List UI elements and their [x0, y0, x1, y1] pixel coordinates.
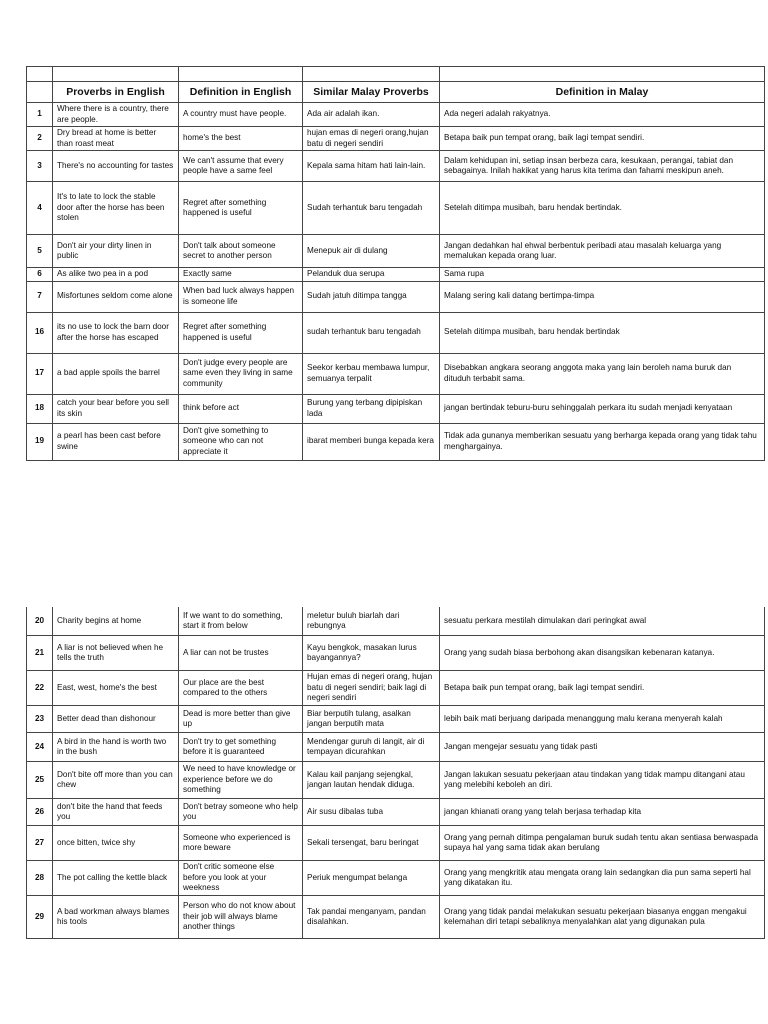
proverb-english: catch your bear before you sell its skin	[53, 394, 179, 423]
malay-proverb: meletur buluh biarlah dari rebungnya	[303, 607, 440, 636]
malay-proverb: Pelanduk dua serupa	[303, 268, 440, 282]
proverb-english: once bitten, twice shy	[53, 826, 179, 861]
malay-proverb: Kayu bengkok, masakan lurus bayangannya?	[303, 636, 440, 671]
malay-proverb: Biar berputih tulang, asalkan jangan berputih mata	[303, 706, 440, 733]
header-definition-english: Definition in English	[179, 82, 303, 103]
definition-english: Someone who experienced is more beware	[179, 826, 303, 861]
definition-english: Our place are the best compared to the others	[179, 671, 303, 706]
definition-malay: Betapa baik pun tempat orang, baik lagi tempat sendiri.	[440, 127, 765, 151]
row-number: 5	[27, 235, 53, 268]
definition-english: Don't try to get something before it is guaranteed	[179, 733, 303, 762]
definition-english: When bad luck always happen is someone life	[179, 281, 303, 312]
proverb-english: Misfortunes seldom come alone	[53, 281, 179, 312]
proverb-english: A liar is not believed when he tells the truth	[53, 636, 179, 671]
definition-malay: Orang yang pernah ditimpa pengalaman buruk sudah tentu akan sentiasa berwaspada supaya hal yang sama tidak akan berulang	[440, 826, 765, 861]
row-number: 3	[27, 151, 53, 182]
row-number: 26	[27, 799, 53, 826]
header-proverbs-english: Proverbs in English	[53, 82, 179, 103]
malay-proverb: Sudah terhantuk baru tengadah	[303, 182, 440, 235]
definition-malay: sesuatu perkara mestilah dimulakan dari peringkat awal	[440, 607, 765, 636]
definition-malay: Sama rupa	[440, 268, 765, 282]
proverb-english: Where there is a country, there are people.	[53, 103, 179, 127]
table-row	[27, 762, 765, 799]
proverb-english: Don't bite off more than you can chew	[53, 762, 179, 799]
malay-proverb: ibarat memberi bunga kepada kera	[303, 423, 440, 460]
malay-proverb: Kalau kail panjang sejengkal, jangan lautan hendak diduga.	[303, 762, 440, 799]
proverb-english: A bird in the hand is worth two in the bush	[53, 733, 179, 762]
malay-proverb: Ada air adalah ikan.	[303, 103, 440, 127]
definition-malay: Jangan lakukan sesuatu pekerjaan atau tindakan yang tidak mampu ditangani atau yang melebihi keboleh an diri.	[440, 762, 765, 799]
definition-english: A country must have people.	[179, 103, 303, 127]
definition-english: Regret after something happened is useful	[179, 182, 303, 235]
header-row	[27, 82, 765, 103]
definition-english: Don't talk about someone secret to another person	[179, 235, 303, 268]
row-number: 7	[27, 281, 53, 312]
table-row	[27, 423, 765, 460]
row-number: 4	[27, 182, 53, 235]
header-similar-malay: Similar Malay Proverbs	[303, 82, 440, 103]
proverbs-table-2	[26, 607, 765, 939]
malay-proverb: Periuk mengumpat belanga	[303, 861, 440, 896]
proverb-english: Dry bread at home is better than roast meat	[53, 127, 179, 151]
definition-malay: jangan bertindak teburu-buru sehinggalah perkara itu sudah menjadi kenyataan	[440, 394, 765, 423]
table-row	[27, 151, 765, 182]
definition-malay: Setelah ditimpa musibah, baru hendak bertindak.	[440, 182, 765, 235]
table-row	[27, 607, 765, 636]
proverb-english: don't bite the hand that feeds you	[53, 799, 179, 826]
malay-proverb: Air susu dibalas tuba	[303, 799, 440, 826]
table-row	[27, 103, 765, 127]
table-row	[27, 861, 765, 896]
proverb-english: As alike two pea in a pod	[53, 268, 179, 282]
row-number: 24	[27, 733, 53, 762]
definition-malay: Orang yang tidak pandai melakukan sesuatu pekerjaan biasanya enggan mengakui kelemahan diri tetapi sebaliknya menyalahkan alat yang digunakan pula	[440, 896, 765, 939]
row-number: 25	[27, 762, 53, 799]
malay-proverb: Menepuk air di dulang	[303, 235, 440, 268]
definition-malay: Setelah ditimpa musibah, baru hendak bertindak	[440, 312, 765, 353]
table-row	[27, 896, 765, 939]
table-row	[27, 394, 765, 423]
proverb-english: The pot calling the kettle black	[53, 861, 179, 896]
table-row	[27, 281, 765, 312]
row-number: 6	[27, 268, 53, 282]
table-row	[27, 127, 765, 151]
malay-proverb: hujan emas di negeri orang,hujan batu di negeri sendiri	[303, 127, 440, 151]
proverb-english: A bad workman always blames his tools	[53, 896, 179, 939]
definition-malay: Orang yang mengkritik atau mengata orang lain sedangkan dia pun sama seperti hal yang dikatakan itu.	[440, 861, 765, 896]
proverb-english: a pearl has been cast before swine	[53, 423, 179, 460]
definition-english: Don't judge every people are same even they living in same community	[179, 353, 303, 394]
definition-english: Exactly same	[179, 268, 303, 282]
malay-proverb: Tak pandai menganyam, pandan disalahkan.	[303, 896, 440, 939]
row-number: 17	[27, 353, 53, 394]
row-number: 2	[27, 127, 53, 151]
proverb-english: It's to late to lock the stable door after the horse has been stolen	[53, 182, 179, 235]
table-row	[27, 636, 765, 671]
proverb-english: its no use to lock the barn door after the horse has escaped	[53, 312, 179, 353]
malay-proverb: Sekali tersengat, baru beringat	[303, 826, 440, 861]
definition-english: Dead is more better than give up	[179, 706, 303, 733]
definition-english: We need to have knowledge or experience before we do something	[179, 762, 303, 799]
table-row	[27, 799, 765, 826]
definition-english: If we want to do something, start it from below	[179, 607, 303, 636]
definition-malay: Dalam kehidupan ini, setiap insan berbeza cara, kesukaan, perangai, tabiat dan sebagainya. Inilah hakikat yang harus kita terima dan fahami meskipun aneh.	[440, 151, 765, 182]
row-number: 18	[27, 394, 53, 423]
row-number: 16	[27, 312, 53, 353]
row-number: 29	[27, 896, 53, 939]
proverb-english: Charity begins at home	[53, 607, 179, 636]
header-definition-malay: Definition in Malay	[440, 82, 765, 103]
row-number: 28	[27, 861, 53, 896]
definition-malay: Orang yang sudah biasa berbohong akan disangsikan kebenaran katanya.	[440, 636, 765, 671]
malay-proverb: Hujan emas di negeri orang, hujan batu di negeri sendiri; baik lagi di negeri sendiri	[303, 671, 440, 706]
table-row	[27, 733, 765, 762]
row-number: 1	[27, 103, 53, 127]
proverb-english: There's no accounting for tastes	[53, 151, 179, 182]
definition-english: Regret after something happened is useful	[179, 312, 303, 353]
malay-proverb: Burung yang terbang dipipiskan lada	[303, 394, 440, 423]
row-number: 21	[27, 636, 53, 671]
row-number: 20	[27, 607, 53, 636]
definition-english: Person who do not know about their job will always blame another things	[179, 896, 303, 939]
table-row	[27, 671, 765, 706]
definition-malay: Malang sering kali datang bertimpa-timpa	[440, 281, 765, 312]
proverb-english: Don't air your dirty linen in public	[53, 235, 179, 268]
table-row	[27, 182, 765, 235]
definition-english: think before act	[179, 394, 303, 423]
definition-english: Don't critic someone else before you look at your weekness	[179, 861, 303, 896]
header-no	[27, 82, 53, 103]
row-number: 27	[27, 826, 53, 861]
table-row	[27, 235, 765, 268]
definition-english: Don't give something to someone who can not appreciate it	[179, 423, 303, 460]
row-number: 19	[27, 423, 53, 460]
definition-malay: Disebabkan angkara seorang anggota maka yang lain beroleh nama buruk dan dituduh terbabit sama.	[440, 353, 765, 394]
definition-english: home's the best	[179, 127, 303, 151]
malay-proverb: Kepala sama hitam hati lain-lain.	[303, 151, 440, 182]
table-row	[27, 353, 765, 394]
table-row	[27, 826, 765, 861]
malay-proverb: sudah terhantuk baru tengadah	[303, 312, 440, 353]
definition-malay: lebih baik mati berjuang daripada menanggung malu kerana menyerah kalah	[440, 706, 765, 733]
definition-malay: Jangan dedahkan hal ehwal berbentuk peribadi atau masalah keluarga yang memalukan kepada orang luar.	[440, 235, 765, 268]
proverb-english: a bad apple spoils the barrel	[53, 353, 179, 394]
row-number: 22	[27, 671, 53, 706]
malay-proverb: Sudah jatuh ditimpa tangga	[303, 281, 440, 312]
definition-malay: jangan khianati orang yang telah berjasa terhadap kita	[440, 799, 765, 826]
table-row	[27, 312, 765, 353]
definition-english: We can't assume that every people have a same feel	[179, 151, 303, 182]
definition-english: A liar can not be trustes	[179, 636, 303, 671]
row-number: 23	[27, 706, 53, 733]
definition-malay: Tidak ada gunanya memberikan sesuatu yang berharga kepada orang yang tidak tahu menghargainya.	[440, 423, 765, 460]
definition-malay: Jangan mengejar sesuatu yang tidak pasti	[440, 733, 765, 762]
definition-english: Don't betray someone who help you	[179, 799, 303, 826]
definition-malay: Ada negeri adalah rakyatnya.	[440, 103, 765, 127]
table-row	[27, 268, 765, 282]
table-row	[27, 706, 765, 733]
definition-malay: Betapa baik pun tempat orang, baik lagi tempat sendiri.	[440, 671, 765, 706]
malay-proverb: Mendengar guruh di langit, air di tempayan dicurahkan	[303, 733, 440, 762]
malay-proverb: Seekor kerbau membawa lumpur, semuanya terpalit	[303, 353, 440, 394]
proverb-english: Better dead than dishonour	[53, 706, 179, 733]
proverb-english: East, west, home's the best	[53, 671, 179, 706]
proverbs-table-1	[26, 66, 765, 461]
blank-row	[27, 67, 765, 82]
